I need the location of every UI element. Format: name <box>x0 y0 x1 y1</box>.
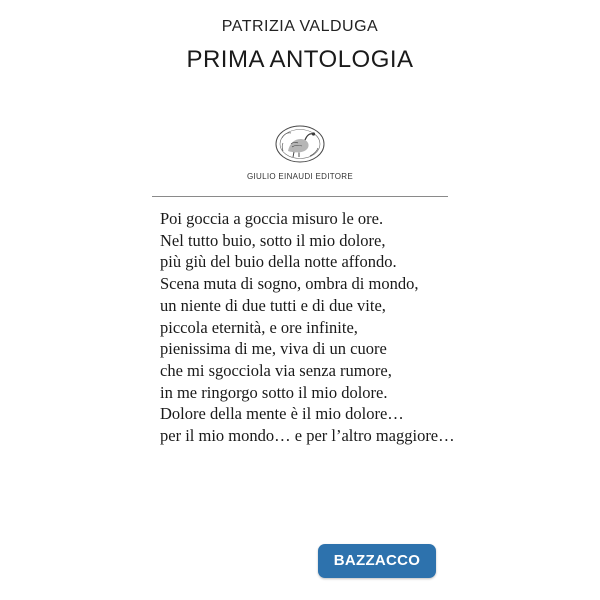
book-author: PATRIZIA VALDUGA <box>221 18 379 35</box>
poem-line: in me ringorgo sotto il mio dolore. <box>160 382 388 402</box>
poem-line: piccola eternità, e ore infinite, <box>160 317 358 337</box>
poem-line: che mi sgocciola via senza rumore, <box>160 360 392 380</box>
poem-line: più giù del buio della notte affondo. <box>160 252 397 272</box>
poem-text <box>160 208 455 447</box>
poem-line: per il mio mondo… e per l’altro maggiore… <box>160 426 455 446</box>
poem-line: Scena muta di sogno, ombra di mondo, <box>160 274 419 294</box>
einaudi-ostrich-emblem-icon <box>274 124 326 164</box>
publisher-name: GIULIO EINAUDI EDITORE <box>246 172 354 181</box>
store-badge[interactable]: BAZZACCO <box>318 544 436 578</box>
poem-line: Poi goccia a goccia misuro le ore. <box>160 209 384 228</box>
poem-line: un niente di due tutti e di due vite, <box>160 295 386 315</box>
divider-line <box>152 196 448 197</box>
book-cover <box>152 0 455 600</box>
poem-line: pienissima di me, viva di un cuore <box>160 339 387 359</box>
book-title: PRIMA ANTOLOGIA <box>186 46 414 73</box>
poem-line: Nel tutto buio, sotto il mio dolore, <box>160 230 386 250</box>
poem-line: Dolore della mente è il mio dolore… <box>160 404 404 424</box>
